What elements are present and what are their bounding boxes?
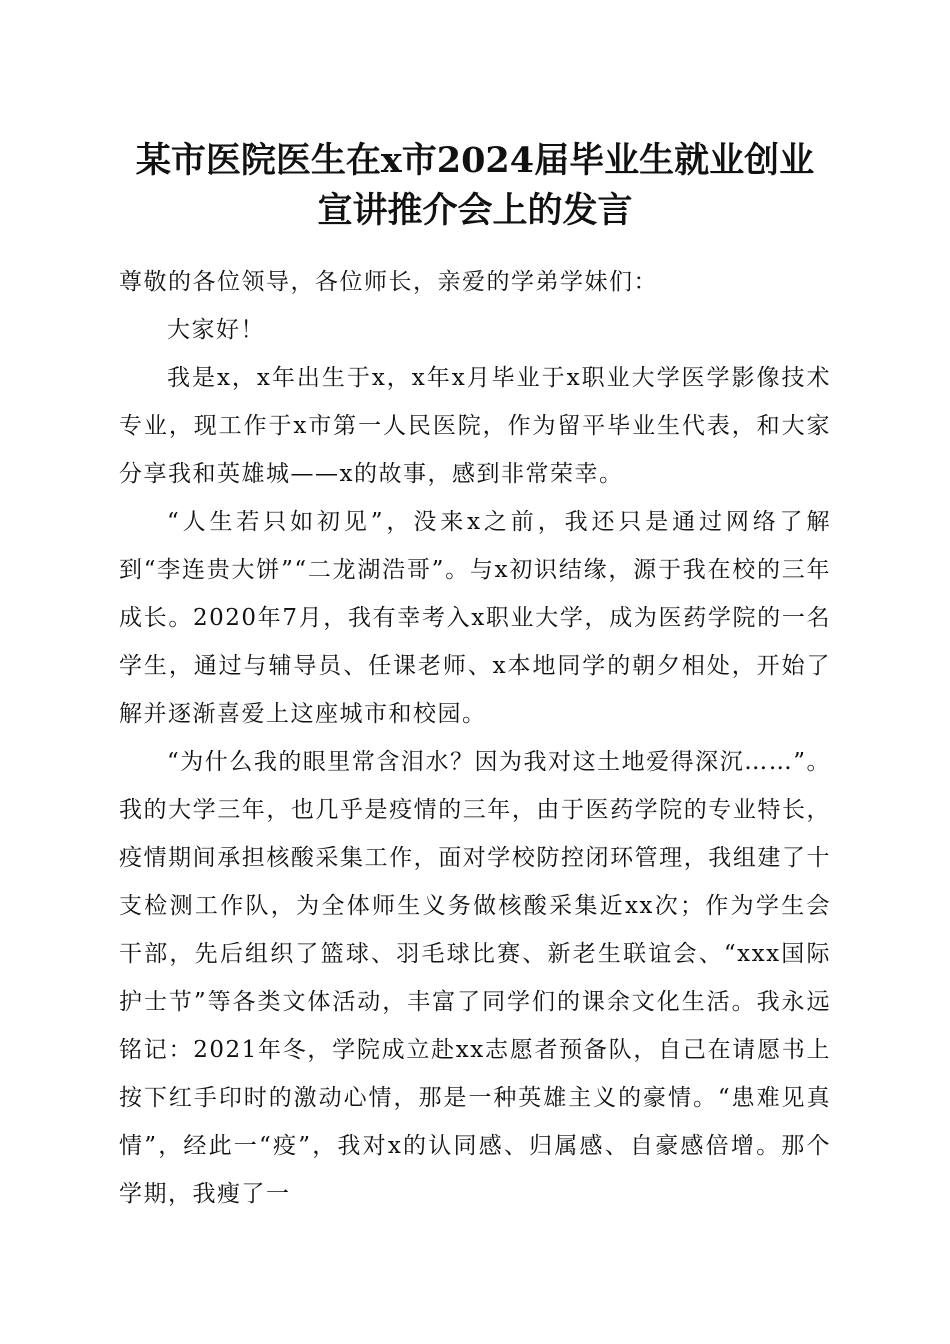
document-title	[110, 136, 840, 236]
paragraph-pandemic-years: “为什么我的眼里常含泪水？因为我对这土地爱得深沉……”。我的大学三年，也几乎是疫情的三年，由于医药学院的专业特长，疫情期间承担核酸采集工作，面对学校防控闭环管理，我组建了十支检测工作队，为全体师生义务做核酸采集近xx次；作为学生会干部，先后组织了篮球、羽毛球比赛、新老生联谊会、“xxx国际护士节”等各类文体活动，丰富了同学们的课余文化生活。我永远铭记：2021年冬，学院成立赴xx志愿者预备队，自己在请愿书上按下红手印时的激动心情，那是一种英雄主义的豪情。“患难见真情”，经此一“疫”，我对x的认同感、归属感、自豪感倍增。那个学期，我瘦了一	[119, 749, 831, 1207]
salutation: 尊敬的各位领导，各位师长，亲爱的学弟学妹们：	[119, 269, 658, 295]
title-line-2: 宣讲推介会上的发言	[317, 190, 633, 231]
paragraph-first-acquaintance: “人生若只如初见”，没来x之前，我还只是通过网络了解到“李连贵大饼”“二龙湖浩哥”。与x初识结缘，源于我在校的三年成长。2020年7月，我有幸考入x职业大学，成为医药学院的一名学生，通过与辅导员、任课老师、x本地同学的朝夕相处，开始了解并逐渐喜爱上这座城市和校园。	[119, 509, 831, 727]
document-body	[119, 258, 831, 1218]
paragraph-introduction: 我是x，x年出生于x，x年x月毕业于x职业大学医学影像技术专业，现工作于x市第一人民医院，作为留平毕业生代表，和大家分享我和英雄城——x的故事，感到非常荣幸。	[119, 365, 831, 487]
greeting: 大家好！	[167, 317, 265, 343]
title-line-1: 某市医院医生在x市2024届毕业生就业创业	[135, 140, 815, 181]
